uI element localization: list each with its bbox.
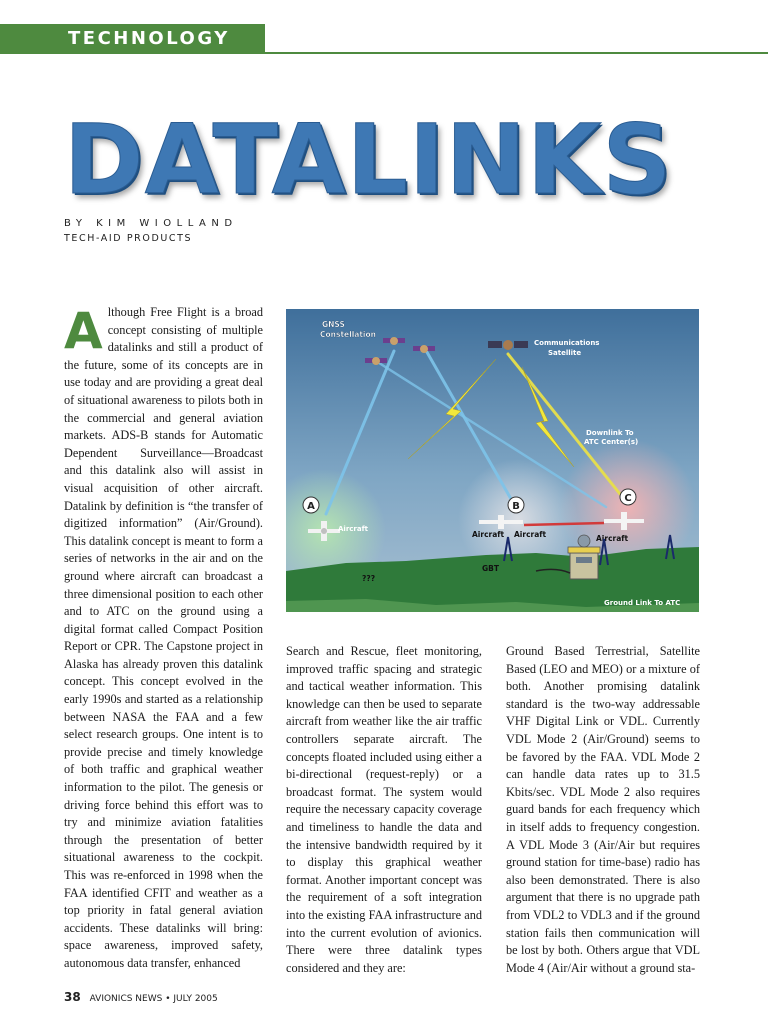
aircraft-mid-label: Aircraft [514,530,547,539]
article-byline: BY KIM WIOLLAND [64,218,238,229]
comms-label-line2: Satellite [548,349,582,357]
publication-name: AVIONICS NEWS [89,994,163,1004]
ground-link-label: Ground Link To ATC [604,599,681,607]
page-number: 38 [64,990,81,1004]
section-rule [265,52,768,54]
gbt-label: GBT [482,564,499,573]
bubble-b-text: B [512,501,520,512]
article-column-2: Search and Rescue, fleet monitoring, improved traffic spacing and strategic and tactical weather information. This knowledge can then be used to separate aircraft from weather like the air traffic controllers separate aircraft. The concepts floated included using either a bi-directional (request-reply) or a broadcast format. The system would require the necessary capacity coverage and timeliness to handle the data and the intensive bandwidth required by it to display this graphical weather format. Another important concept was the requirement of a soft integration into the existing FAA infrastructure and into the current evolution of avionics. There were three datalink types considered and they are: [286,644,482,975]
section-header-bar [0,24,265,54]
footer-separator: • [165,994,171,1004]
article-title: DATALINKS [64,104,673,216]
issue-date: JULY 2005 [173,994,218,1004]
column-1-text: lthough Free Flight is a broad concept consisting of multiple datalinks and still a product of the future, some of its concepts are in use today and are providing a great deal of situational awareness to pilots both in the commercial and general aviation markets. ADS-B stands for Automatic Dependent Surveillance—Broadcast and this datalink also will assist in visual acquisition of other aircraft. Datalink by definition is “the transfer of digitized information” (Air/Ground). This datalink concept is meant to form a series of networks in the air and on the ground where aircraft can broadcast a three dimensional position to each other and to ATC on the ground using a digital format called Compact Position Report or CPR. The Capstone project in Alaska has already proven this datalink concept. This concept evolved in the early 1990s and started as a relationship between NASA the FAA and a few select research groups. One intent is to provide precise and timely knowledge of both traffic and graphical weather information to the pilot. The genesis or driving force behind this effort was to try and minimize aviation fatalities through the presentation of better situational awareness to the cockpit. This was re-enforced in 1998 when the FAA identified CFIT and weather as a top priority in fatal general aviation accidents. These datalinks will bring: space awareness, improved safety, autonomous data transfer, enhanced [64,305,263,970]
datalink-diagram-svg [286,309,699,612]
unknown-aircraft-label: ??? [362,574,376,583]
bubble-c [620,489,636,505]
aircraft-b-label: Aircraft [472,530,505,539]
drop-cap: A [64,302,103,360]
article-column-3: Ground Based Terrestrial, Satellite Based (LEO and MEO) or a mixture of both. Another promising datalink standard is the two-way addressable VHF Digital Link or VDL. Currently VDL Mode 2 (Air/Ground) seems to be favored by the FAA. VDL Mode 2 can handle data rates up to 31.5 Kbits/sec. VDL Mode 2 also requires guard bands for each frequency which in itself adds to frequency congestion. A VDL Mode 3 (Air/Air but requires ground station for time-base) radio has also been demonstrated. There is also argument that there is no upgrade path from VDL2 to VDL3 and if the ground station fails then communication will be lost by both. Others argue that VDL Mode 4 (Air/Air without a ground sta- [506,644,700,975]
author-affiliation: TECH-AID PRODUCTS [64,233,193,244]
comms-label-line1: Communications [534,339,600,347]
bubble-b [508,497,524,513]
gnss-label-line2: Constellation [320,330,376,339]
page-footer [64,990,218,1004]
aircraft-a-label: Aircraft [338,525,368,533]
bubble-a-text: A [307,501,315,512]
bubble-c-text: C [624,493,632,504]
downlink-label-line1: Downlink To [586,429,634,437]
datalink-diagram [286,309,699,612]
section-label: TECHNOLOGY [68,28,230,49]
gnss-label-line1: GNSS [322,320,345,329]
bubble-a [303,497,319,513]
downlink-label-line2: ATC Center(s) [584,438,639,446]
aircraft-c-label: Aircraft [596,534,629,543]
article-column-1 [64,304,263,973]
